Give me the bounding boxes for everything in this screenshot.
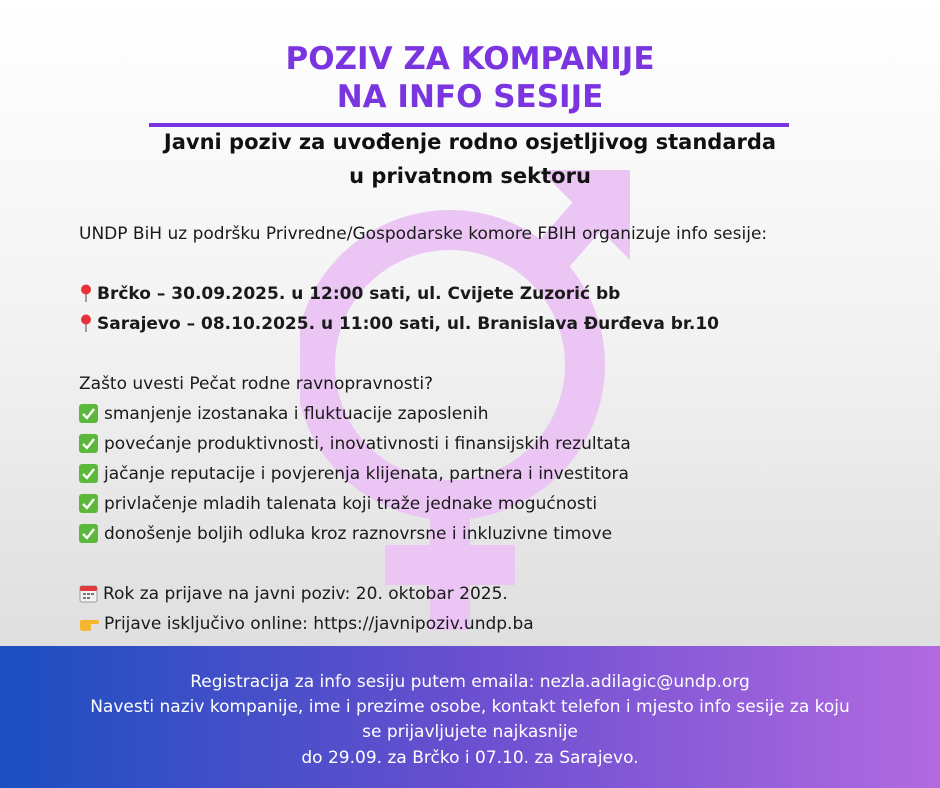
footer-instructions-line: Navesti naziv kompanije, ime i prezime osobe, kontakt telefon i mjesto info sesije za koju [90, 697, 850, 717]
intro-text: UNDP BiH uz podršku Privredne/Gospodarske komore FBIH organizuje info sesije: [79, 224, 768, 244]
benefit-text: povećanje produktivnosti, inovativnosti i finansijskih rezultata [104, 434, 631, 454]
subtitle-line-1: Javni poziv za uvođenje rodno osjetljivog standarda [163, 130, 777, 154]
check-mark-button-icon [79, 494, 98, 513]
online-text: Prijave isključivo online: https://javnipoziv.undp.ba [104, 614, 534, 634]
session-text: Sarajevo – 08.10.2025. u 11:00 sati, ul. Branislava Đurđeva br.10 [97, 314, 720, 334]
benefit-item [79, 402, 489, 426]
check-mark-button-icon [79, 524, 98, 543]
round-pushpin-icon [79, 282, 97, 306]
benefit-text: smanjenje izostanaka i fluktuacije zaposlenih [104, 404, 489, 424]
registration-footer [0, 646, 940, 788]
footer-deadline-line: do 29.09. za Brčko i 07.10. za Sarajevo. [301, 748, 639, 768]
benefit-item [79, 522, 612, 546]
round-pushpin-icon [79, 312, 97, 336]
check-mark-button-icon [79, 434, 98, 453]
session-text: Brčko – 30.09.2025. u 12:00 sati, ul. Cvijete Zuzorić bb [97, 284, 621, 304]
session-brcko [79, 282, 620, 306]
deadline-line [79, 582, 508, 606]
footer-instructions-line-2: se prijavljujete najkasnije [362, 722, 578, 742]
benefit-text: donošenje boljih odluka kroz raznovrsne i inkluzivne timove [104, 524, 613, 544]
benefit-item [79, 462, 629, 486]
calendar-icon [79, 584, 98, 603]
online-line [79, 612, 534, 636]
benefit-item [79, 432, 631, 456]
footer-email-line: Registracija za info sesiju putem emaila: nezla.adilagic@undp.org [190, 672, 750, 692]
session-sarajevo [79, 312, 719, 336]
benefit-text: privlačenje mladih talenata koji traže jednake mogućnosti [104, 494, 598, 514]
page-title-line-1: POZIV ZA KOMPANIJE [285, 41, 655, 77]
why-question: Zašto uvesti Pečat rodne ravnopravnosti? [79, 374, 434, 394]
backhand-index-pointing-right-icon [79, 616, 99, 632]
deadline-text: Rok za prijave na javni poziv: 20. oktobar 2025. [103, 584, 508, 604]
page-title-line-2: NA INFO SESIJE [336, 79, 604, 115]
subtitle-line-2: u privatnom sektoru [349, 164, 591, 188]
benefit-item [79, 492, 597, 516]
benefit-text: jačanje reputacije i povjerenja klijenata, partnera i investitora [104, 464, 629, 484]
check-mark-button-icon [79, 464, 98, 483]
check-mark-button-icon [79, 404, 98, 423]
